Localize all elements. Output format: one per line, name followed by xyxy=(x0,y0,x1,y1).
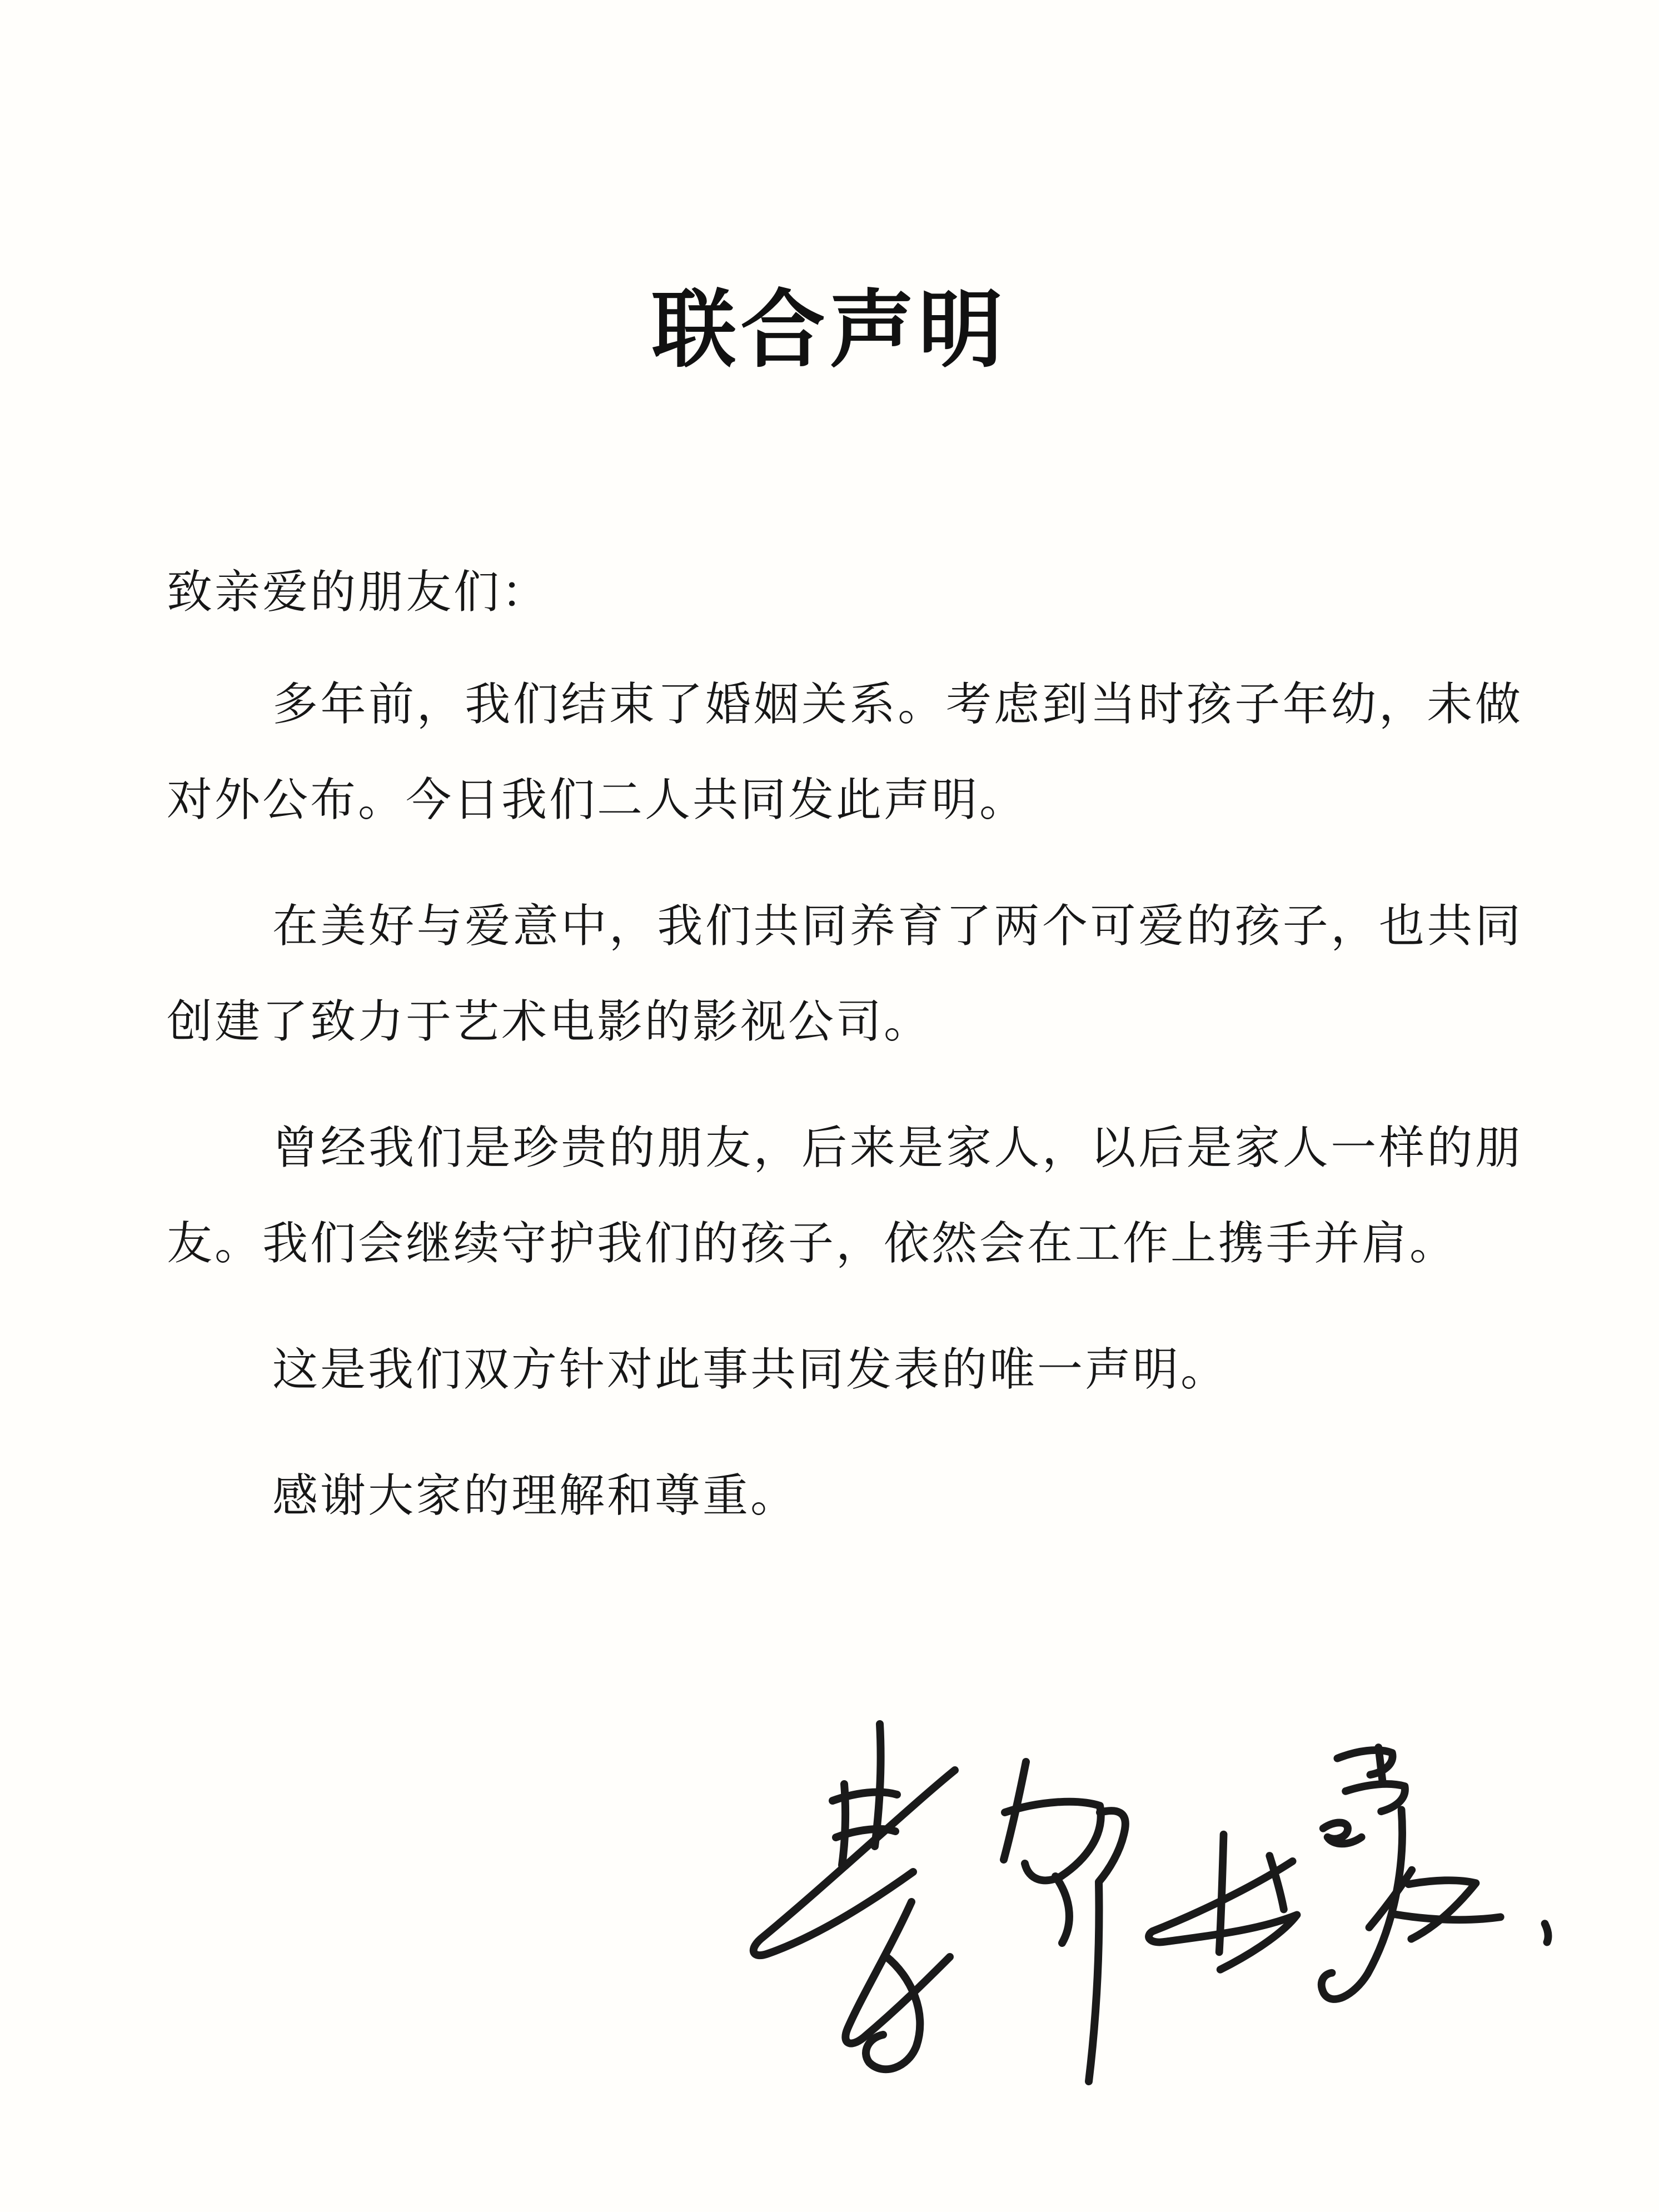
handwritten-signature-yao-chen xyxy=(1139,1750,1562,2034)
greeting-line: 致亲爱的朋友们： xyxy=(167,567,550,617)
page-title: 联合声明 xyxy=(651,284,1008,377)
paragraph-2: 在美好与爱意中，我们共同养育了两个可爱的孩子，也共同创建了致力于艺术电影的影视公司。 xyxy=(167,901,1523,1047)
paragraph-4: 这是我们双方针对此事共同发表的唯一声明。 xyxy=(272,1344,1229,1395)
handwritten-signature-cao-yu xyxy=(744,1717,1133,2084)
paragraph-5: 感谢大家的理解和尊重。 xyxy=(272,1471,799,1521)
paragraph-3: 曾经我们是珍贵的朋友，后来是家人，以后是家人一样的朋友。我们会继续守护我们的孩子，依然会在工作上携手并肩。 xyxy=(167,1123,1523,1269)
signature-block xyxy=(0,1717,1562,2084)
statement-body xyxy=(167,545,1523,1544)
paragraph-1: 多年前，我们结束了婚姻关系。考虑到当时孩子年幼，未做对外公布。今日我们二人共同发此声明。 xyxy=(167,679,1523,825)
